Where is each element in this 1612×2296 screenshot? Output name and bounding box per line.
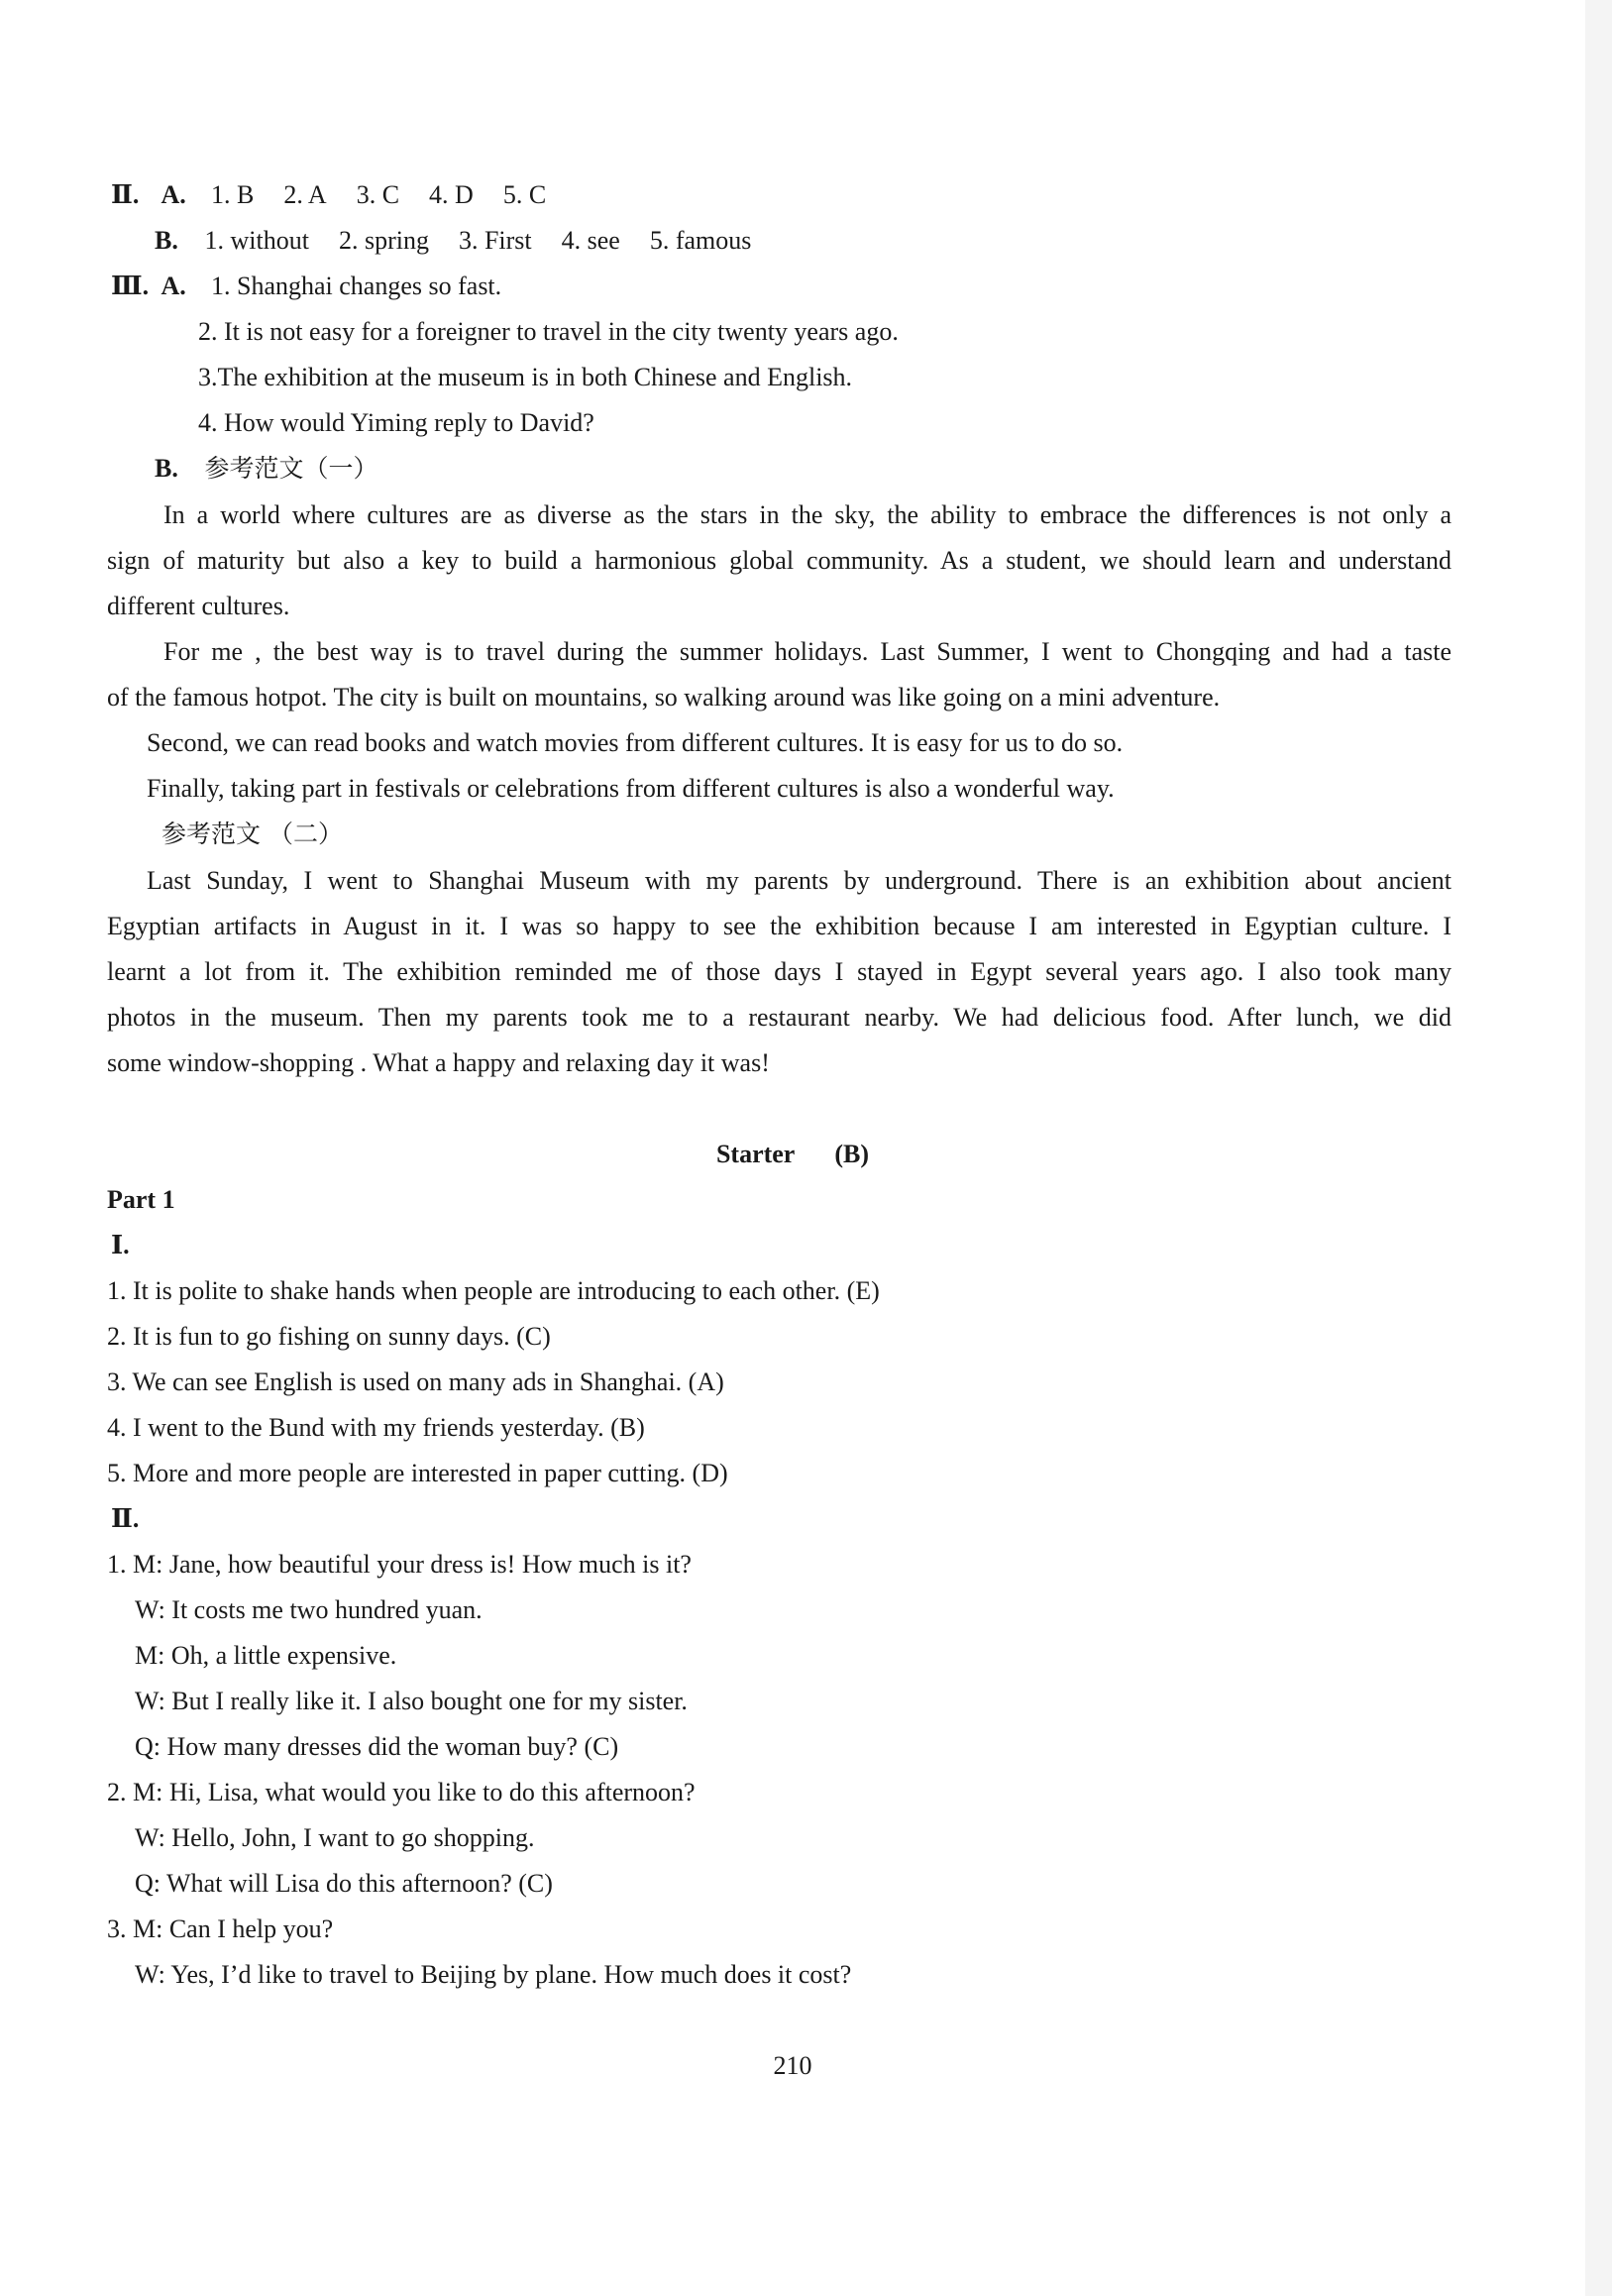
section-3-a-item: 1. Shanghai changes so fast. xyxy=(211,272,502,300)
section-3-a-label: A. xyxy=(161,272,186,300)
section-3-a-item: 3.The exhibition at the museum is in both Chinese and English. xyxy=(198,363,853,391)
answer-item: 5. famous xyxy=(649,226,752,255)
page-number: 210 xyxy=(773,2051,812,2080)
dialog-line: W: Yes, I’d like to travel to Beijing by plane. How much does it cost? xyxy=(135,1960,852,1989)
section-2-label: Ⅱ. xyxy=(111,180,140,209)
section-2-a-answers xyxy=(211,180,576,209)
answer-item: 1. without xyxy=(204,226,309,255)
starter-answer-item: 4. I went to the Bund with my friends yesterday. (B) xyxy=(107,1413,645,1442)
essay-1-line: Finally, taking part in festivals or celebrations from different cultures is also a wonderful way. xyxy=(147,774,1115,803)
starter-answer-item: 1. It is polite to shake hands when people are introducing to each other. (E) xyxy=(107,1276,880,1305)
part-1-heading: Part 1 xyxy=(107,1185,175,1214)
answer-item: 3. C xyxy=(356,180,400,209)
starter-section-1-label: Ⅰ. xyxy=(111,1231,130,1259)
essay-1-line: sign of maturity but also a key to build a harmonious global community. As a student, we should learn and understand xyxy=(107,546,1451,575)
starter-answer-item: 2. It is fun to go fishing on sunny days. (C) xyxy=(107,1322,551,1351)
section-2-a-row xyxy=(111,178,576,212)
essay-2-line: Last Sunday, I went to Shanghai Museum with my parents by underground. There is an exhibition about ancient xyxy=(147,866,1451,895)
essay-1-line: different cultures. xyxy=(107,592,290,620)
section-3-a-item: 4. How would Yiming reply to David? xyxy=(198,408,594,437)
dialog-line: W: But I really like it. I also bought one for my sister. xyxy=(135,1687,688,1715)
answer-item: 3. First xyxy=(458,226,532,255)
essay-1-line: In a world where cultures are as diverse as the stars in the sky, the ability to embrace the differences is not only a xyxy=(163,500,1451,529)
essay-2-line: learnt a lot from it. The exhibition reminded me of those days I stayed in Egypt several years ago. I also took many xyxy=(107,957,1451,986)
sample-essay-1-heading xyxy=(155,452,378,486)
starter-title-suffix: (B) xyxy=(834,1140,870,1168)
starter-heading xyxy=(0,1138,1585,1171)
dialog-line: 3. M: Can I help you? xyxy=(107,1914,334,1943)
answer-item: 4. D xyxy=(429,180,474,209)
essay-2-line: photos in the museum. Then my parents took me to a restaurant nearby. We had delicious food. After lunch, we did xyxy=(107,1003,1451,1032)
dialog-line: 1. M: Jane, how beautiful your dress is! How much is it? xyxy=(107,1550,692,1579)
section-2-a-label: A. xyxy=(161,180,186,209)
dialog-line: W: It costs me two hundred yuan. xyxy=(135,1595,483,1624)
section-2-b-answers xyxy=(205,226,782,255)
starter-answer-item: 3. We can see English is used on many ads in Shanghai. (A) xyxy=(107,1367,724,1396)
dialog-line: M: Oh, a little expensive. xyxy=(135,1641,397,1670)
section-2-b-row xyxy=(155,224,781,258)
section-3-a-row xyxy=(111,270,501,303)
section-3-label: Ⅲ. xyxy=(111,272,150,300)
dialog-line: 2. M: Hi, Lisa, what would you like to do this afternoon? xyxy=(107,1778,696,1806)
starter-title: Starter xyxy=(715,1140,796,1168)
sample-essay-2-title: 参考范文 （二） xyxy=(161,820,343,848)
answer-item: 5. C xyxy=(502,180,547,209)
starter-answer-item: 5. More and more people are interested in paper cutting. (D) xyxy=(107,1459,728,1487)
essay-1-line: Second, we can read books and watch movies from different cultures. It is easy for us to do so. xyxy=(147,728,1124,757)
essay-2-line: Egyptian artifacts in August in it. I was so happy to see the exhibition because I am interested in Egyptian culture. I xyxy=(107,912,1451,940)
answer-item: 2. A xyxy=(283,180,327,209)
essay-1-line: of the famous hotpot. The city is built on mountains, so walking around was like going on a mini adventure. xyxy=(107,683,1221,711)
answer-item: 1. B xyxy=(211,180,255,209)
starter-section-2-label: Ⅱ. xyxy=(111,1504,140,1533)
dialog-line: Q: What will Lisa do this afternoon? (C) xyxy=(135,1869,553,1898)
essay-2-line: some window-shopping . What a happy and relaxing day it was! xyxy=(107,1048,770,1077)
section-3-a-item: 2. It is not easy for a foreigner to travel in the city twenty years ago. xyxy=(198,317,899,346)
section-3-b-label: B. xyxy=(155,454,178,483)
essay-1-line: For me , the best way is to travel during the summer holidays. Last Summer, I went to Chongqing and had a taste xyxy=(163,637,1451,666)
answer-item: 4. see xyxy=(561,226,620,255)
dialog-line: W: Hello, John, I want to go shopping. xyxy=(135,1823,535,1852)
sample-essay-1-title: 参考范文（一） xyxy=(204,454,378,483)
dialog-line: Q: How many dresses did the woman buy? (C) xyxy=(135,1732,619,1761)
answer-item: 2. spring xyxy=(338,226,429,255)
section-2-b-label: B. xyxy=(155,226,178,255)
